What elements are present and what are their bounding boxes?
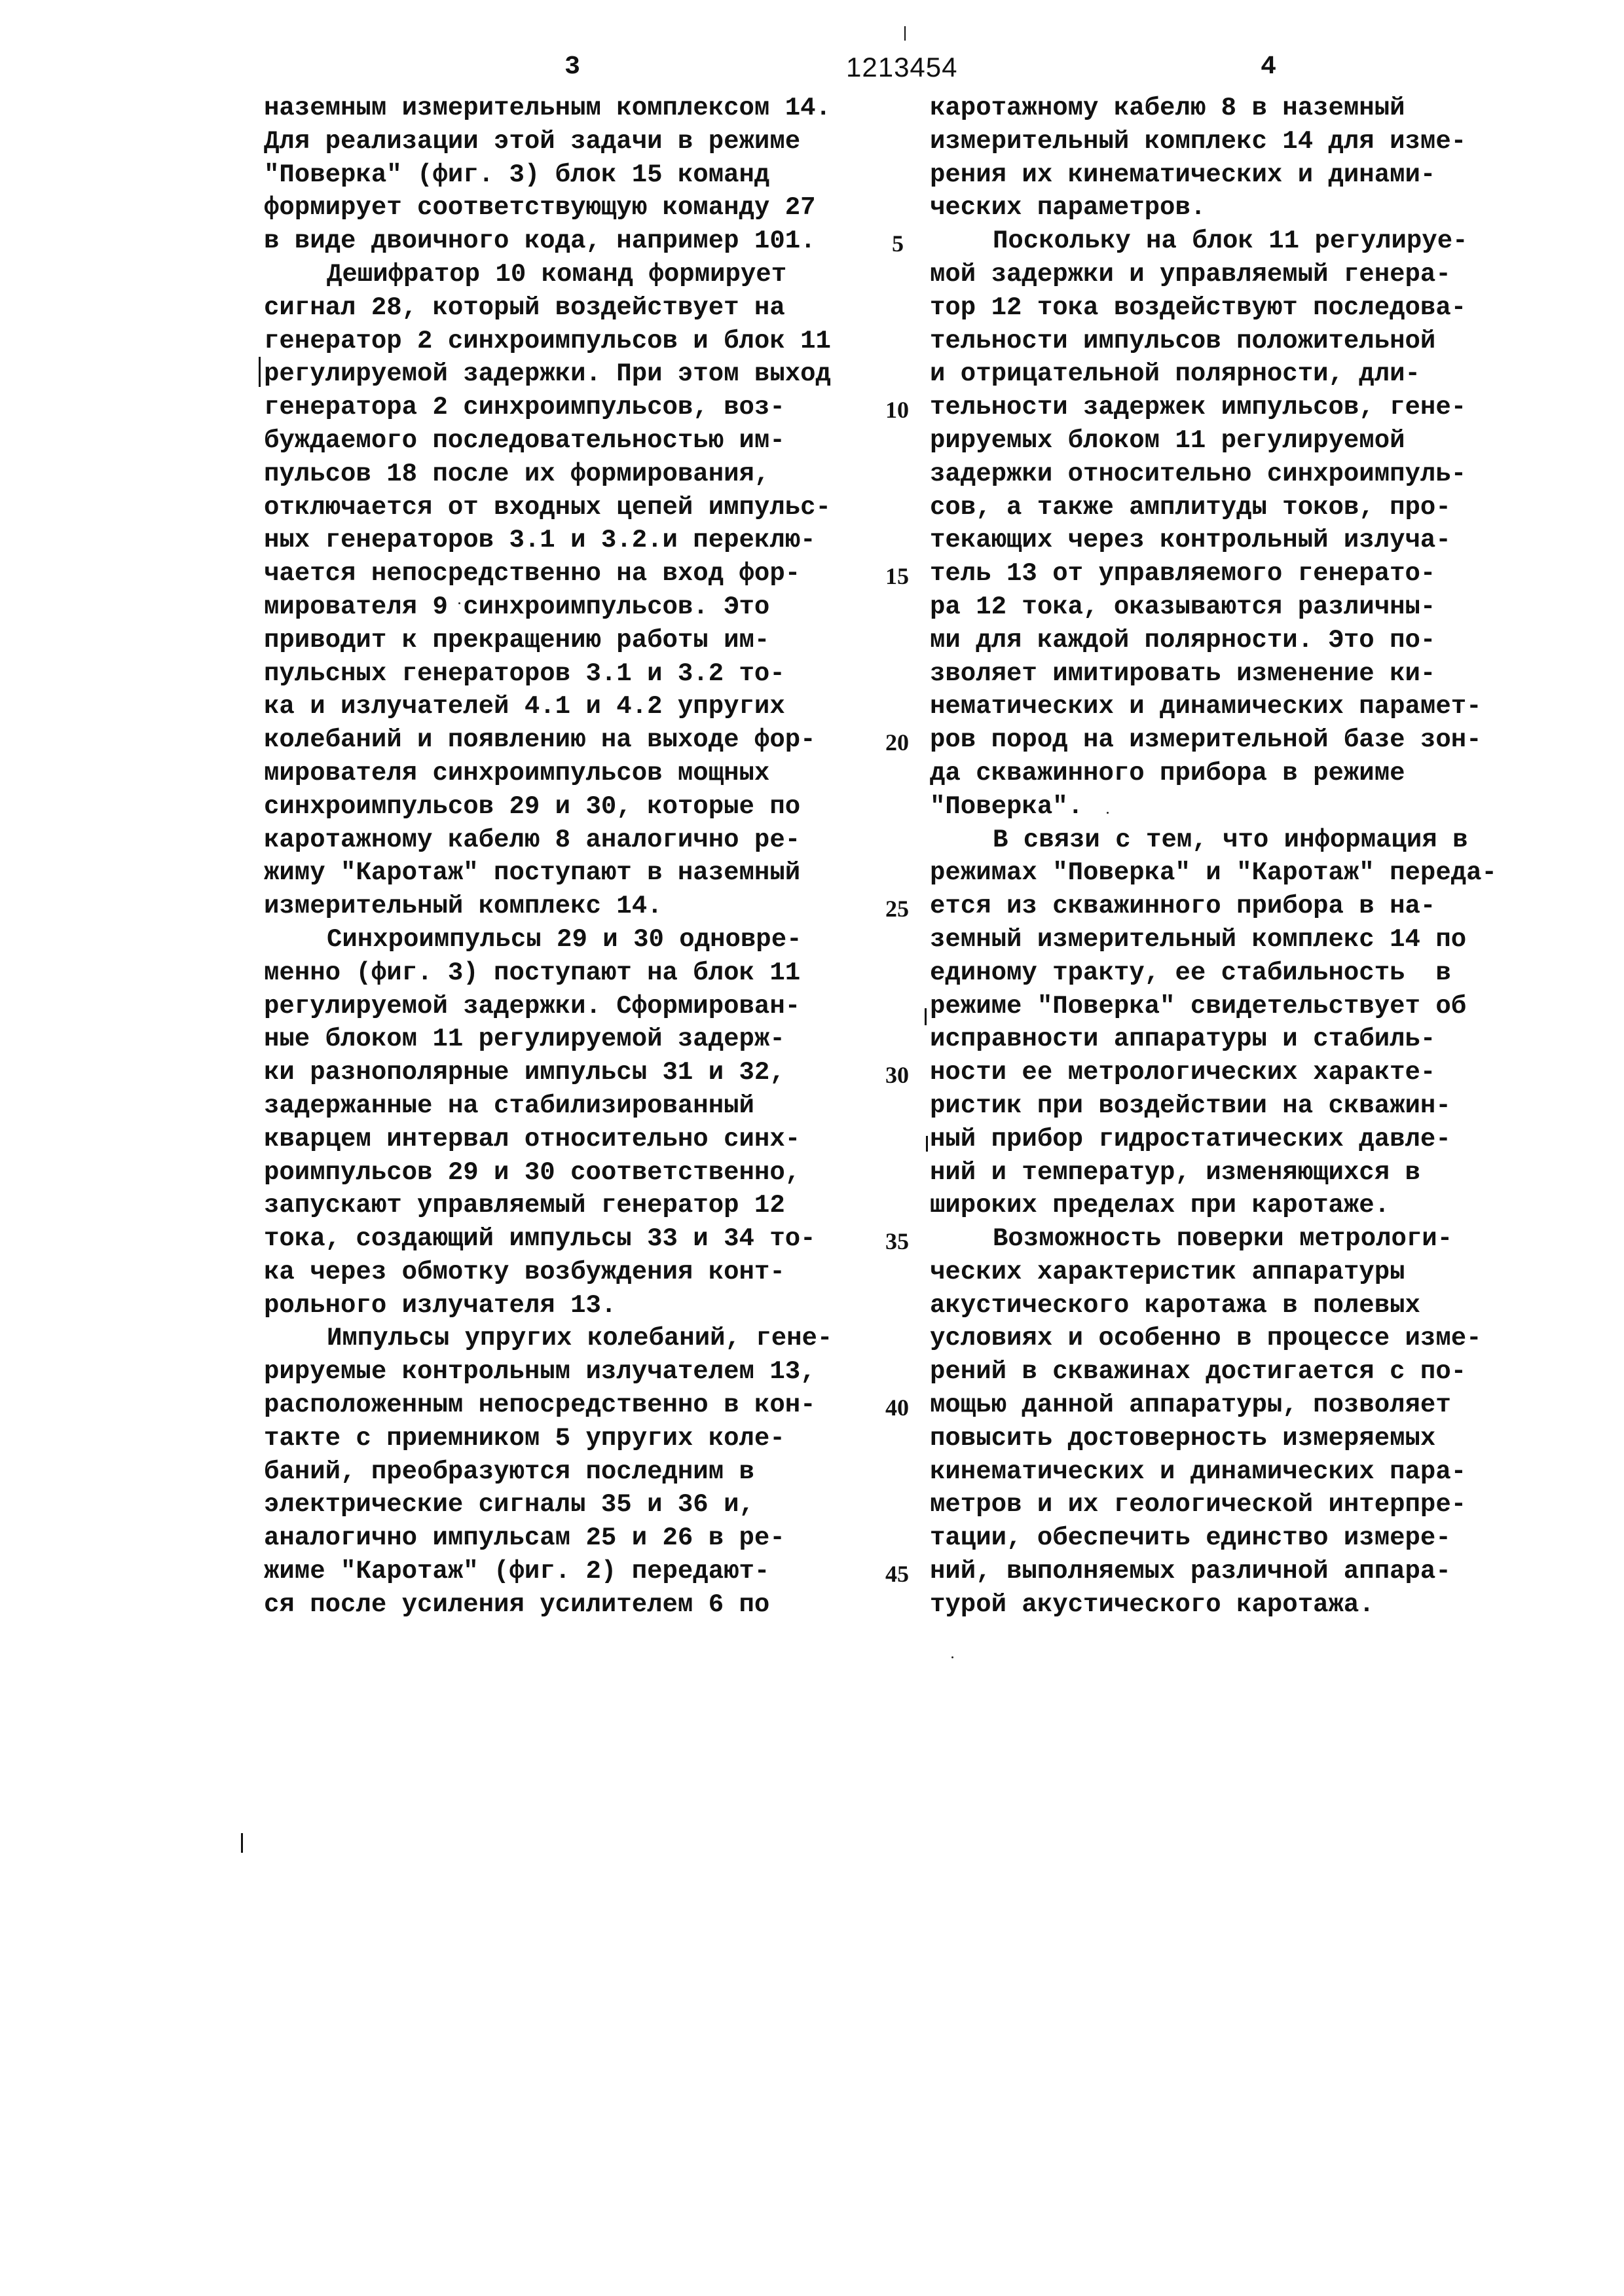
text-line: буждаемого последовательностью им- — [264, 424, 873, 458]
text-line: тока, создающий импульсы 33 и 34 то- — [264, 1222, 873, 1256]
text-line: условиях и особенно в процессе изме- — [930, 1322, 1545, 1355]
text-line: ний и температур, изменяющихся в — [930, 1156, 1545, 1190]
text-line: измерительный комплекс 14 для изме- — [930, 125, 1545, 158]
text-line: кинематических и динамических пара- — [930, 1455, 1545, 1489]
text-line: баний, преобразуются последним в — [264, 1455, 873, 1489]
text-line: зволяет имитировать изменение ки- — [930, 657, 1545, 691]
line-number: 20 — [885, 726, 918, 759]
scan-mark — [241, 1833, 243, 1853]
text-line: метров и их геологической интерпре- — [930, 1488, 1545, 1522]
text-line: регулируемой задержки. Сформирован- — [264, 990, 873, 1023]
scan-mark — [926, 1136, 928, 1152]
text-line: ности ее метрологических характе- — [930, 1056, 1545, 1089]
line-number: 35 — [885, 1225, 918, 1258]
line-number: 15 — [885, 560, 918, 593]
line-number: 30 — [885, 1059, 918, 1092]
text-line: сов, а также амплитуды токов, про- — [930, 491, 1545, 524]
line-number: 5 — [892, 227, 925, 261]
line-number: 25 — [885, 892, 918, 926]
text-line: тельности задержек импульсов, гене- — [930, 391, 1545, 424]
text-line: расположенным непосредственно в кон- — [264, 1389, 873, 1422]
text-line: мирователя синхроимпульсов мощных — [264, 757, 873, 790]
line-number: 10 — [885, 393, 918, 427]
text-line: повысить достоверность измеряемых — [930, 1422, 1545, 1455]
scan-mark — [904, 26, 906, 41]
text-line: нематических и динамических парамет- — [930, 690, 1545, 723]
text-line: рируемые контрольным излучателем 13, — [264, 1355, 873, 1389]
text-line: пульсных генераторов 3.1 и 3.2 то- — [264, 657, 873, 691]
text-line: задержанные на стабилизированный — [264, 1089, 873, 1123]
text-line: каротажному кабелю 8 аналогично ре- — [264, 824, 873, 857]
text-line: электрические сигналы 35 и 36 и, — [264, 1488, 873, 1522]
text-line: мирователя 9 синхроимпульсов. Это — [264, 591, 873, 624]
text-line: исправности аппаратуры и стабиль- — [930, 1023, 1545, 1056]
text-line: запускают управляемый генератор 12 — [264, 1189, 873, 1222]
text-line: тельности импульсов положительной — [930, 325, 1545, 358]
text-line: мощью данной аппаратуры, позволяет — [930, 1389, 1545, 1422]
text-line: акустического каротажа в полевых — [930, 1289, 1545, 1322]
text-line: жиму "Каротаж" поступают в наземный — [264, 856, 873, 890]
line-number: 40 — [885, 1391, 918, 1425]
scan-mark — [259, 357, 261, 387]
text-column-left — [264, 92, 873, 1622]
text-line: ра 12 тока, оказываются различны- — [930, 591, 1545, 624]
text-line: такте с приемником 5 упругих коле- — [264, 1422, 873, 1455]
text-line: ных генераторов 3.1 и 3.2.и переклю- — [264, 524, 873, 557]
text-line: тель 13 от управляемого генерато- — [930, 557, 1545, 591]
text-line: да скважинного прибора в режиме — [930, 757, 1545, 790]
text-column-right — [930, 92, 1545, 1622]
text-line: ческих характеристик аппаратуры — [930, 1256, 1545, 1289]
text-line: задержки относительно синхроимпуль- — [930, 458, 1545, 491]
text-line: регулируемой задержки. При этом выход — [264, 357, 873, 391]
patent-number: 1213454 — [846, 51, 958, 84]
text-line: синхроимпульсов 29 и 30, которые по — [264, 790, 873, 824]
page-number-right: 4 — [1261, 51, 1276, 84]
text-line: единому тракту, ее стабильность в — [930, 957, 1545, 990]
text-line: ные блоком 11 регулируемой задерж- — [264, 1023, 873, 1056]
text-line: рения их кинематических и динами- — [930, 158, 1545, 192]
page-number-left: 3 — [564, 51, 580, 84]
text-line: ний, выполняемых различной аппара- — [930, 1555, 1545, 1588]
text-line: рольного излучателя 13. — [264, 1289, 873, 1322]
text-line: режиме "Поверка" свидетельствует об — [930, 990, 1545, 1023]
text-line: мой задержки и управляемый генера- — [930, 258, 1545, 291]
text-line: режимах "Поверка" и "Каротаж" переда- — [930, 856, 1545, 890]
text-line: ров пород на измерительной базе зон- — [930, 723, 1545, 757]
text-line: широких пределах при каротаже. — [930, 1189, 1545, 1222]
text-line: жиме "Каротаж" (фиг. 2) передают- — [264, 1555, 873, 1588]
text-line: кварцем интервал относительно синх- — [264, 1123, 873, 1156]
text-line: роимпульсов 29 и 30 соответственно, — [264, 1156, 873, 1190]
text-line: Дешифратор 10 команд формирует — [264, 258, 873, 291]
text-line: формирует соответствующую команду 27 — [264, 191, 873, 225]
text-line: тации, обеспечить единство измере- — [930, 1522, 1545, 1555]
text-line: рируемых блоком 11 регулируемой — [930, 424, 1545, 458]
scan-mark — [925, 1008, 927, 1025]
text-line: пульсов 18 после их формирования, — [264, 458, 873, 491]
text-line: Импульсы упругих колебаний, гене- — [264, 1322, 873, 1355]
text-line: генератор 2 синхроимпульсов и блок 11 — [264, 325, 873, 358]
text-line: ми для каждой полярности. Это по- — [930, 624, 1545, 657]
text-line: отключается от входных цепей импульс- — [264, 491, 873, 524]
text-line: Возможность поверки метрологи- — [930, 1222, 1545, 1256]
text-line: текающих через контрольный излуча- — [930, 524, 1545, 557]
scan-speck — [458, 602, 460, 604]
text-line: ка через обмотку возбуждения конт- — [264, 1256, 873, 1289]
text-line: ческих параметров. — [930, 191, 1545, 225]
text-line: "Поверка" (фиг. 3) блок 15 команд — [264, 158, 873, 192]
text-line: измерительный комплекс 14. — [264, 890, 873, 923]
scan-speck — [951, 1656, 953, 1658]
text-line: сигнал 28, который воздействует на — [264, 291, 873, 325]
text-line: ки разнополярные импульсы 31 и 32, — [264, 1056, 873, 1089]
text-line: генератора 2 синхроимпульсов, воз- — [264, 391, 873, 424]
text-line: земный измерительный комплекс 14 по — [930, 923, 1545, 957]
text-line: ется из скважинного прибора в на- — [930, 890, 1545, 923]
text-line: рений в скважинах достигается с по- — [930, 1355, 1545, 1389]
text-line: ка и излучателей 4.1 и 4.2 упругих — [264, 690, 873, 723]
text-line: в виде двоичного кода, например 101. — [264, 225, 873, 258]
text-line: тор 12 тока воздействуют последова- — [930, 291, 1545, 325]
text-line: Синхроимпульсы 29 и 30 одновре- — [264, 923, 873, 957]
text-line: и отрицательной полярности, дли- — [930, 357, 1545, 391]
text-line: Поскольку на блок 11 регулируе- — [930, 225, 1545, 258]
text-line: аналогично импульсам 25 и 26 в ре- — [264, 1522, 873, 1555]
text-line: Для реализации этой задачи в режиме — [264, 125, 873, 158]
line-number: 45 — [885, 1558, 918, 1591]
text-line: приводит к прекращению работы им- — [264, 624, 873, 657]
text-line: "Поверка". — [930, 790, 1545, 824]
text-line: ный прибор гидростатических давле- — [930, 1123, 1545, 1156]
text-line: чается непосредственно на вход фор- — [264, 557, 873, 591]
text-line: ристик при воздействии на скважин- — [930, 1089, 1545, 1123]
scan-speck — [1107, 812, 1109, 814]
text-line: каротажному кабелю 8 в наземный — [930, 92, 1545, 125]
text-line: менно (фиг. 3) поступают на блок 11 — [264, 957, 873, 990]
text-line: наземным измерительным комплексом 14. — [264, 92, 873, 125]
text-line: колебаний и появлению на выходе фор- — [264, 723, 873, 757]
text-line: турой акустического каротажа. — [930, 1588, 1545, 1622]
text-line: В связи с тем, что информация в — [930, 824, 1545, 857]
text-line: ся после усиления усилителем 6 по — [264, 1588, 873, 1622]
